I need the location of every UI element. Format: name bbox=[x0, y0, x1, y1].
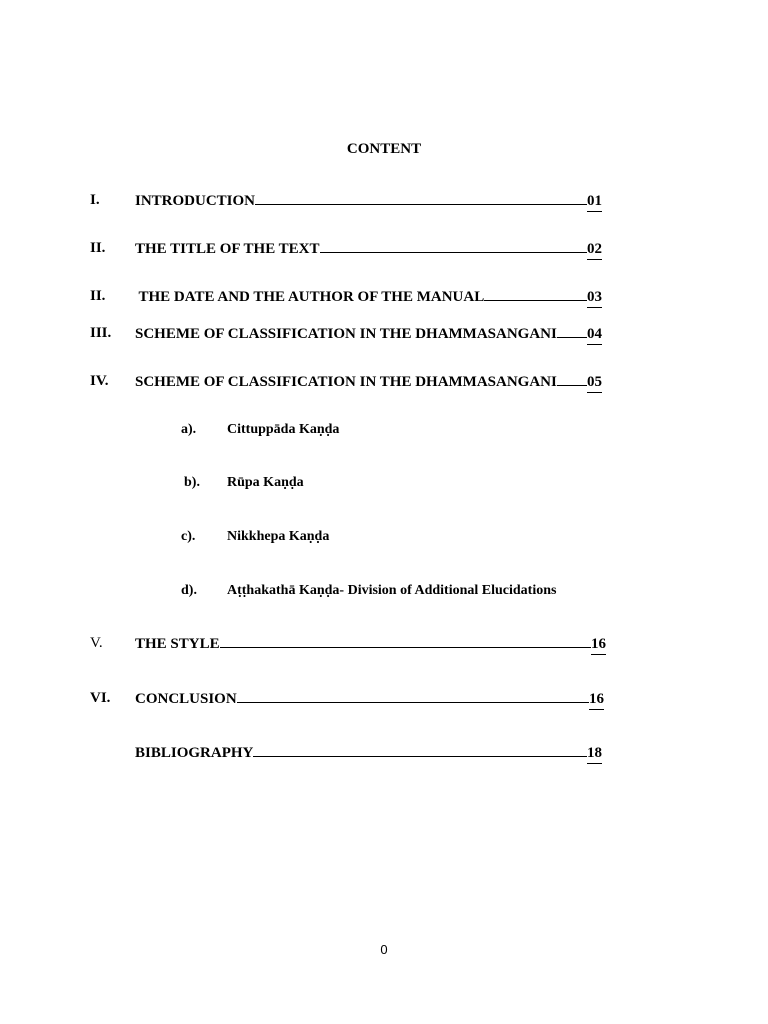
toc-title: CONTENT bbox=[346, 141, 422, 157]
entry-line bbox=[135, 371, 602, 393]
entry-number: II. bbox=[90, 288, 106, 304]
dot-leader bbox=[557, 371, 587, 386]
toc-subentry-b bbox=[184, 473, 584, 493]
entry-number: II. bbox=[90, 240, 106, 256]
entry-line bbox=[135, 688, 604, 710]
entry-number: III. bbox=[90, 325, 112, 341]
entry-number: IV. bbox=[90, 373, 109, 389]
dot-leader bbox=[237, 688, 589, 703]
entry-page: 05 bbox=[587, 372, 602, 393]
entry-page: 16 bbox=[591, 634, 606, 655]
entry-line bbox=[135, 742, 602, 764]
dot-leader bbox=[320, 238, 587, 253]
entry-page: 02 bbox=[587, 239, 602, 260]
dot-leader bbox=[253, 742, 587, 757]
subentry-label: Aṭṭhakathā Kaṇḍa- Division of Additional Elucidations bbox=[227, 583, 557, 598]
toc-subentry-d bbox=[181, 581, 601, 601]
subentry-letter: a). bbox=[181, 422, 197, 437]
dot-leader bbox=[484, 286, 587, 301]
entry-line bbox=[135, 190, 602, 212]
page-number: 0 bbox=[380, 942, 388, 957]
dot-leader bbox=[557, 323, 587, 338]
dot-leader bbox=[255, 190, 587, 205]
dot-leader bbox=[220, 633, 591, 648]
subentry-label: Rūpa Kaṇḍa bbox=[227, 475, 304, 490]
subentry-label: Nikkhepa Kaṇḍa bbox=[227, 529, 330, 544]
entry-line bbox=[135, 238, 602, 260]
entry-number: V. bbox=[90, 635, 103, 651]
entry-label: SCHEME OF CLASSIFICATION IN THE DHAMMASANGANI bbox=[135, 326, 557, 342]
entry-page: 16 bbox=[589, 689, 604, 710]
entry-label: INTRODUCTION bbox=[135, 193, 256, 209]
entry-label: CONCLUSION bbox=[135, 691, 237, 707]
entry-label: SCHEME OF CLASSIFICATION IN THE DHAMMASANGANI bbox=[135, 374, 557, 390]
entry-line bbox=[135, 286, 602, 308]
entry-label: THE STYLE bbox=[135, 636, 220, 652]
entry-label: THE DATE AND THE AUTHOR OF THE MANUAL bbox=[135, 289, 485, 305]
subentry-letter: b). bbox=[184, 475, 200, 490]
entry-line bbox=[135, 323, 602, 345]
subentry-letter: d). bbox=[181, 583, 197, 598]
entry-page: 18 bbox=[587, 743, 602, 764]
entry-number: I. bbox=[90, 192, 100, 208]
entry-page: 03 bbox=[587, 287, 602, 308]
toc-subentry-a bbox=[181, 420, 581, 440]
entry-number: VI. bbox=[90, 690, 111, 706]
subentry-letter: c). bbox=[181, 529, 196, 544]
entry-label: THE TITLE OF THE TEXT bbox=[135, 241, 320, 257]
subentry-label: Cittuppāda Kaṇḍa bbox=[227, 422, 340, 437]
entry-page: 04 bbox=[587, 324, 602, 345]
entry-line bbox=[135, 633, 606, 655]
entry-label: BIBLIOGRAPHY bbox=[135, 745, 254, 761]
entry-page: 01 bbox=[587, 191, 602, 212]
toc-subentry-c bbox=[181, 527, 581, 547]
